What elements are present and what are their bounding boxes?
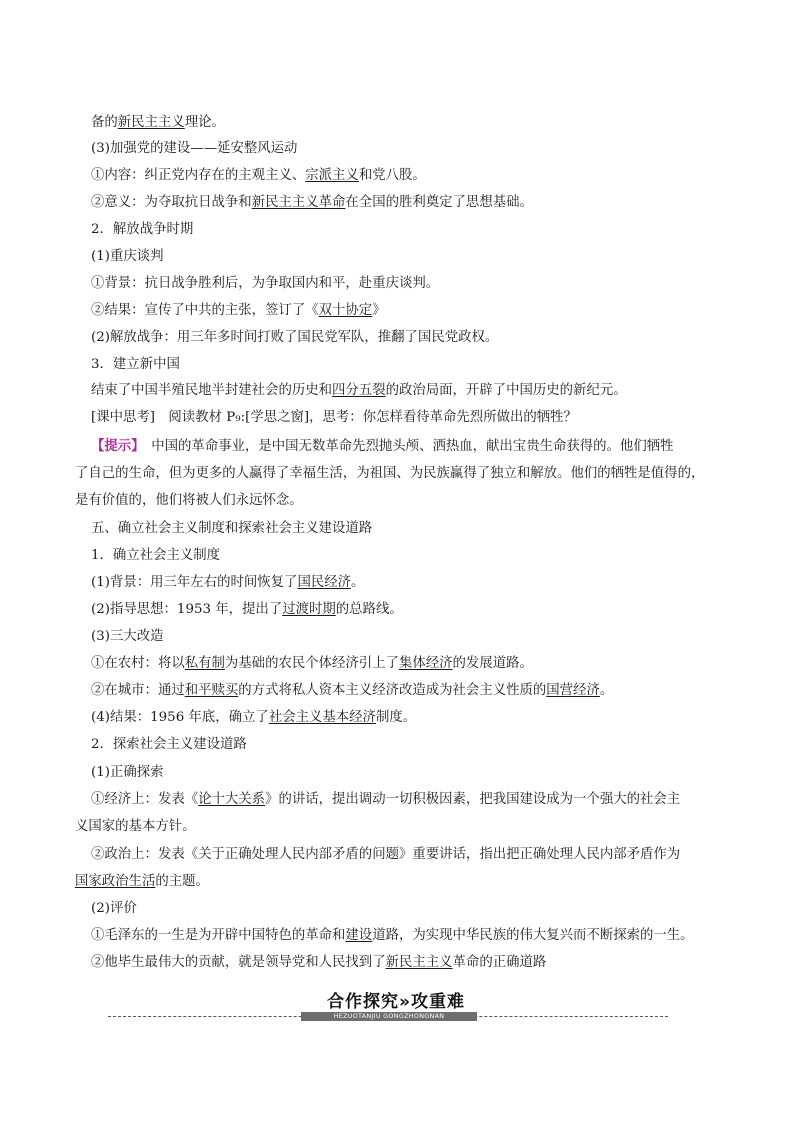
text-segment: 2．探索社会主义建设道路 (91, 737, 247, 752)
text-line (91, 573, 364, 593)
underlined-term: 国民经济 (297, 575, 351, 590)
text-line (75, 872, 209, 892)
underlined-term: 私有制 (184, 656, 225, 671)
text-segment: 义国家的基本方针。 (75, 819, 196, 834)
underlined-term: 宗派主义 (305, 168, 359, 183)
text-segment: (1)背景：用三年左右的时间恢复了 (91, 575, 298, 590)
text-segment: 》 (372, 303, 386, 318)
text-line (75, 817, 196, 837)
text-segment: 的方式将私人资本主义经济改造成为社会主义性质的 (238, 683, 547, 698)
text-segment: 道路，为实现中华民族的伟大复兴而不断探索的一生。 (372, 928, 694, 943)
text-segment: 制度。 (375, 710, 417, 725)
text-segment: 的总路线。 (335, 602, 403, 617)
text-segment: ①内容：纠正党内存在的主观主义、 (91, 168, 306, 183)
text-segment: ①经济上：发表《 (91, 792, 199, 807)
text-line (91, 654, 533, 674)
text-segment: ②他毕生最伟大的贡献，就是领导党和人民找到了 (91, 955, 386, 970)
underlined-term: 新民主主义 (385, 955, 453, 970)
text-segment: ①毛泽东的一生是为开辟中国特色的革命和 (91, 928, 346, 943)
underlined-term: 国营经济 (546, 683, 600, 698)
text-segment: 为基础的农民个体经济引上了 (224, 656, 399, 671)
text-line (91, 408, 577, 428)
text-segment: (2)指导思想：1953 年，提出了 (91, 602, 283, 617)
text-segment: (3)加强党的建设——延安整风运动 (91, 141, 298, 156)
text-segment: 是有价值的，他们将被人们永远怀念。 (75, 493, 303, 508)
text-segment: [课中思考] 阅读教材 P₉:[学思之窗]，思考：你怎样看待革命先烈所做出的牺牲？ (91, 410, 577, 425)
text-segment: ②意义：为夺取抗日战争和 (91, 195, 252, 210)
text-line (91, 436, 674, 456)
text-line (91, 328, 498, 348)
text-line (91, 926, 694, 946)
text-segment: (1)重庆谈判 (91, 249, 164, 264)
text-segment: 的发展道路。 (452, 656, 533, 671)
text-line (91, 166, 426, 186)
banner-title: 合作探究»攻重难 (327, 992, 465, 1012)
text-line (91, 735, 247, 755)
text-line (91, 355, 180, 375)
underlined-term: 集体经济 (398, 656, 453, 671)
text-segment: 在全国的胜利奠定了思想基础。 (345, 195, 533, 210)
text-segment: ①背景：抗日战争胜利后，为争取国内和平，赴重庆谈判。 (91, 276, 440, 291)
text-line (91, 627, 164, 647)
underlined-term: 建设 (345, 928, 373, 943)
text-line (91, 274, 439, 294)
text-segment: 。 (599, 683, 614, 698)
underlined-term: 论十大关系 (198, 792, 266, 807)
text-segment: 3．建立新中国 (91, 357, 180, 372)
text-line (91, 546, 220, 566)
text-segment: (1)正确探索 (91, 765, 164, 780)
text-line (75, 491, 303, 511)
text-line (75, 464, 704, 484)
text-line (91, 899, 137, 919)
underlined-term: 新民主主义 (117, 115, 185, 130)
underlined-term: 过渡时期 (282, 602, 336, 617)
text-segment: ①在农村：将以 (91, 656, 185, 671)
underlined-term: 社会主义基本经济 (268, 710, 376, 725)
text-line (91, 247, 164, 267)
text-segment: (2)解放战争：用三年多时间打败了国民党军队，推翻了国民党政权。 (91, 330, 499, 345)
text-line (91, 381, 627, 401)
text-segment: 的主题。 (155, 874, 209, 889)
text-segment: (2)评价 (91, 901, 137, 916)
tip-label: 【提示】 (91, 438, 138, 454)
text-line (91, 301, 386, 321)
text-segment: 中国的革命事业，是中国无数革命先烈抛头颅、洒热血，献出宝贵生命获得的。他们牺牲 (137, 439, 674, 454)
banner-subtitle: HEZUOTANJIU GONGZHONGNAN (301, 1012, 477, 1021)
text-line (91, 845, 680, 865)
section-banner (108, 992, 668, 1024)
text-line (91, 600, 403, 620)
text-line (91, 790, 680, 810)
text-segment: 和党八股。 (358, 168, 426, 183)
text-line (91, 953, 546, 973)
underlined-term: 四分五裂 (332, 383, 386, 398)
text-segment: 了自己的生命，但为更多的人赢得了幸福生活，为祖国、为民族赢得了独立和解放。他们的牺牲是值得的， (75, 466, 705, 481)
text-line (91, 708, 416, 728)
text-line (91, 681, 613, 701)
text-line (91, 139, 297, 159)
text-line (91, 220, 193, 240)
text-segment: ②在城市：通过 (91, 683, 185, 698)
text-segment: (4)结果：1956 年底，确立了 (91, 710, 269, 725)
text-line (91, 763, 164, 783)
text-segment: 。 (351, 575, 365, 590)
text-segment: ②结果：宣传了中共的主张，签订了《 (91, 303, 319, 318)
text-segment: 2．解放战争时期 (91, 222, 194, 237)
text-segment: ②政治上：发表《关于正确处理人民内部矛盾的问题》重要讲话，指出把正确处理人民内部矛盾作为 (91, 847, 681, 862)
text-segment: 备的 (91, 115, 118, 130)
text-segment: 的政治局面，开辟了中国历史的新纪元。 (385, 383, 627, 398)
text-line (91, 193, 533, 213)
underlined-term: 国家政治生活 (75, 874, 156, 889)
text-line (91, 519, 372, 539)
text-segment: 结束了中国半殖民地半封建社会的历史和 (91, 383, 333, 398)
text-segment: 革命的正确道路 (452, 955, 547, 970)
text-segment: 五、确立社会主义制度和探索社会主义建设道路 (91, 521, 373, 536)
text-segment: 》的讲话，提出调动一切积极因素，把我国建设成为一个强大的社会主 (265, 792, 681, 807)
text-segment: (3)三大改造 (91, 629, 164, 644)
underlined-term: 和平赎买 (184, 683, 239, 698)
text-segment: 1．确立社会主义制度 (91, 548, 221, 563)
text-segment: 理论。 (184, 115, 225, 130)
underlined-term: 双十协定 (318, 303, 373, 318)
text-line (91, 113, 225, 133)
underlined-term: 新民主主义革命 (251, 195, 346, 210)
